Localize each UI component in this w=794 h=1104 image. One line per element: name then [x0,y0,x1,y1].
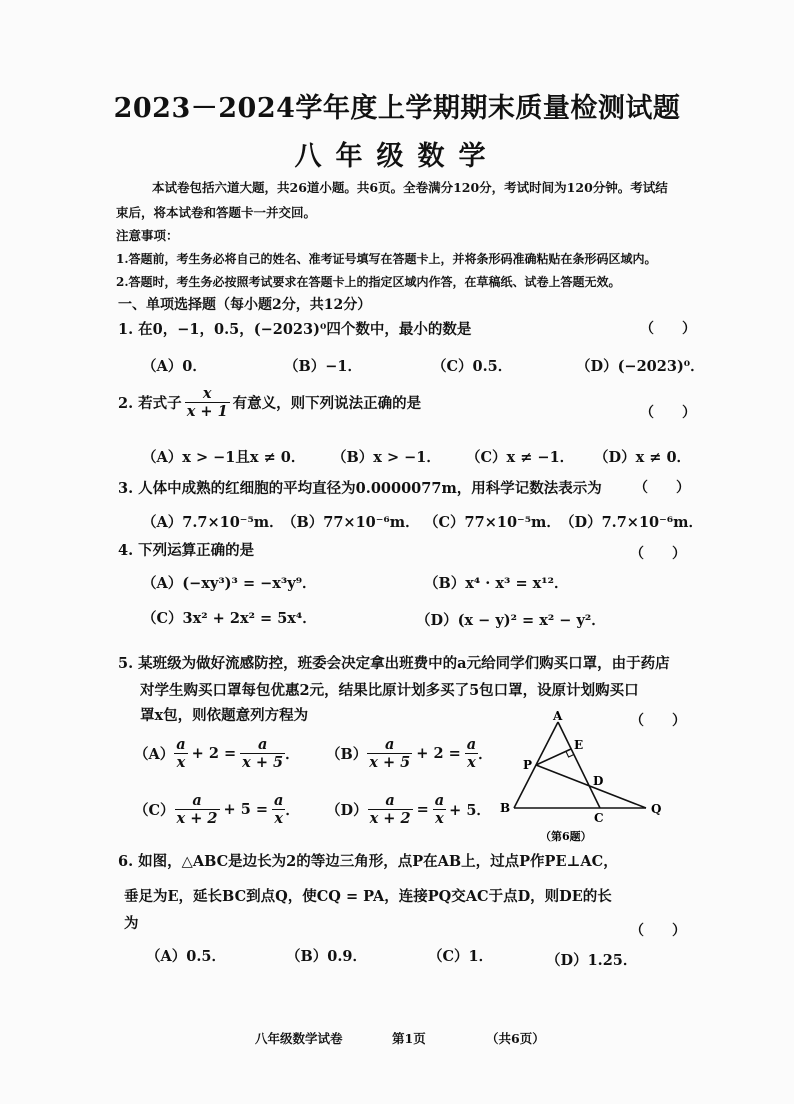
q5-a-frac-2 [240,737,285,770]
footer-subject: 八年级数学试卷 [255,1031,343,1046]
q5-b-frac-2-num: a [466,736,477,753]
q5-b-end: ． [478,746,493,764]
q5-option-c-label: （C） [134,802,175,820]
q4-option-b: （B）x⁴ · x³ = x¹²． [424,575,569,592]
q3-option-c: （C）77×10⁻⁵m． [424,514,561,531]
q6-option-d: （D）1.25． [546,952,638,969]
q5-c-frac-1-den: x + 2 [176,810,218,828]
q2-fraction-numerator: x [185,386,230,403]
q5-option-d-label: （D） [326,802,368,820]
exam-title: 2023－2024学年度上学期期末质量检测试题 [113,93,681,124]
segment-pq [536,765,646,808]
q5-a-frac-2-den: x + 5 [242,754,284,772]
label-d: D [593,774,604,788]
q1-option-b: （B）−1． [284,358,362,375]
q5-b-frac-2-den: x [467,754,476,772]
label-e: E [574,738,584,752]
q5-d-frac-2 [433,793,446,826]
q6-option-a: （A）0.5． [146,948,226,965]
q5-line-2: 对学生购买口罩每包优惠2元，结果比原计划多买了5包口罩，设原计划购买口 [140,682,639,699]
q4-option-c: （C）3x² + 2x² = 5x⁴． [142,610,317,627]
q1-answer-paren: （ ） [640,321,696,337]
q5-option-a [134,737,300,770]
q2-fraction [185,386,230,419]
q6-line-1: 6. 如图，△ABC是边长为2的等边三角形，点P在AB上，过点P作PE⊥AC， [118,853,618,870]
q5-a-frac-1-num: a [176,736,186,753]
q1-stem: 1. 在0，−1，0.5，(−2023)⁰四个数中，最小的数是 [118,321,472,338]
q4-stem: 4. 下列运算正确的是 [118,542,255,559]
q6-line-3: 为 [124,915,139,932]
q2-stem [118,386,421,419]
footer-total-pages: （共6页） [486,1031,545,1046]
q5-answer-paren: （ ） [630,713,686,729]
q1-option-d: （D）(−2023)⁰． [576,358,705,375]
q5-option-c [134,793,300,826]
q5-option-b-label: （B） [326,746,368,764]
q2-fraction-denominator: x + 1 [186,403,228,421]
q5-line-1: 5. 某班级为做好流感防控，班委会决定拿出班费中的a元给同学们购买口罩，由于药店 [118,655,670,672]
q5-b-middle: + 2 = [416,745,461,763]
footer-page-number: 第1页 [392,1031,426,1046]
q5-b-frac-1-num: a [367,737,412,754]
q5-d-frac-2-num: a [434,792,445,809]
notice-2: 2.答题时，考生务必按照考试要求在答题卡上的指定区域内作答，在草稿纸、试卷上答题无效。 [116,275,621,289]
q2-option-b: （B）x > −1． [332,449,441,466]
q3-option-b: （B）77×10⁻⁶m． [282,514,420,531]
label-c: C [594,811,604,825]
segment-pe [536,749,571,765]
q5-d-frac-1-num: a [368,793,413,810]
q6-answer-paren: （ ） [630,923,686,939]
intro-line-1: 本试卷包括六道大题，共26道小题。共6页。全卷满分120分，考试时间为120分钟。考试结 [152,180,668,195]
q6-figure [496,710,676,846]
q2-number: 2. 若式子 [118,395,182,413]
q5-d-frac-1-den: x + 2 [369,810,411,828]
q5-line-3: 罩x包，则依题意列方程为 [140,707,309,724]
figure-caption: （第6题） [540,830,592,843]
q5-d-end: + 5． [449,802,491,820]
intro-line-2: 束后，将本试卷和答题卡一并交回。 [116,205,317,220]
segment-ac [558,722,600,808]
q2-option-d: （D）x ≠ 0． [594,449,692,466]
q5-c-frac-2-num: a [274,792,284,809]
label-b: B [500,801,511,815]
q5-d-frac-1 [368,793,413,826]
q1-option-a: （A）0． [142,358,207,375]
q5-c-frac-1-num: a [175,793,220,810]
q5-option-b [326,737,493,770]
q5-a-frac-1 [174,737,187,770]
q5-a-frac-1-den: x [176,754,186,772]
label-a: A [553,710,563,723]
q5-c-frac-2 [272,793,285,826]
q5-a-end: ． [285,746,300,764]
q5-c-frac-1 [175,793,220,826]
q5-c-end: ． [285,802,300,820]
label-p: P [523,758,533,772]
q5-b-frac-1 [367,737,412,770]
notice-1: 1.答题前，考生务必将自己的姓名、准考证号填写在答题卡上，并将条形码准确粘贴在条形码区域内。 [116,252,657,266]
q3-option-a: （A）7.7×10⁻⁵m． [142,514,284,531]
q5-option-a-label: （A） [134,746,175,764]
q5-b-frac-1-den: x + 5 [369,754,411,772]
q5-option-d [326,793,491,826]
q2-option-c: （C）x ≠ −1． [466,449,575,466]
q2-option-a: （A）x > −1且x ≠ 0． [142,449,306,466]
exam-subtitle: 八年级数学 [294,141,500,172]
q6-option-b: （B）0.9． [286,948,367,965]
q5-d-frac-2-den: x [435,810,444,828]
q4-option-a: （A）(−xy³)³ = −x³y⁹． [142,575,317,592]
q5-b-frac-2 [465,737,478,770]
q4-answer-paren: （ ） [630,546,686,562]
q1-option-c: （C）0.5． [432,358,513,375]
q5-a-frac-2-num: a [240,737,285,754]
q3-stem: 3. 人体中成熟的红细胞的平均直径为0.0000077m，用科学记数法表示为 [118,480,602,497]
q5-d-middle: = [416,801,429,819]
q6-line-2: 垂足为E，延长BC到点Q，使CQ = PA，连接PQ交AC于点D，则DE的长 [124,888,612,905]
q2-stem-rest: 有意义，则下列说法正确的是 [232,395,422,413]
q5-c-middle: + 5 = [223,801,269,819]
q5-a-middle: + 2 = [191,745,237,763]
label-q: Q [651,802,662,816]
q3-option-d: （D）7.7×10⁻⁶m． [560,514,703,531]
q5-c-frac-2-den: x [274,810,284,828]
q3-answer-paren: （ ） [634,480,690,496]
q4-option-d: （D）(x − y)² = x² − y²． [416,612,606,629]
q6-option-c: （C）1． [428,948,494,965]
notice-title: 注意事项： [116,228,179,243]
section-1-heading: 一、单项选择题（每小题2分，共12分） [118,297,372,313]
q2-answer-paren: （ ） [640,405,696,421]
